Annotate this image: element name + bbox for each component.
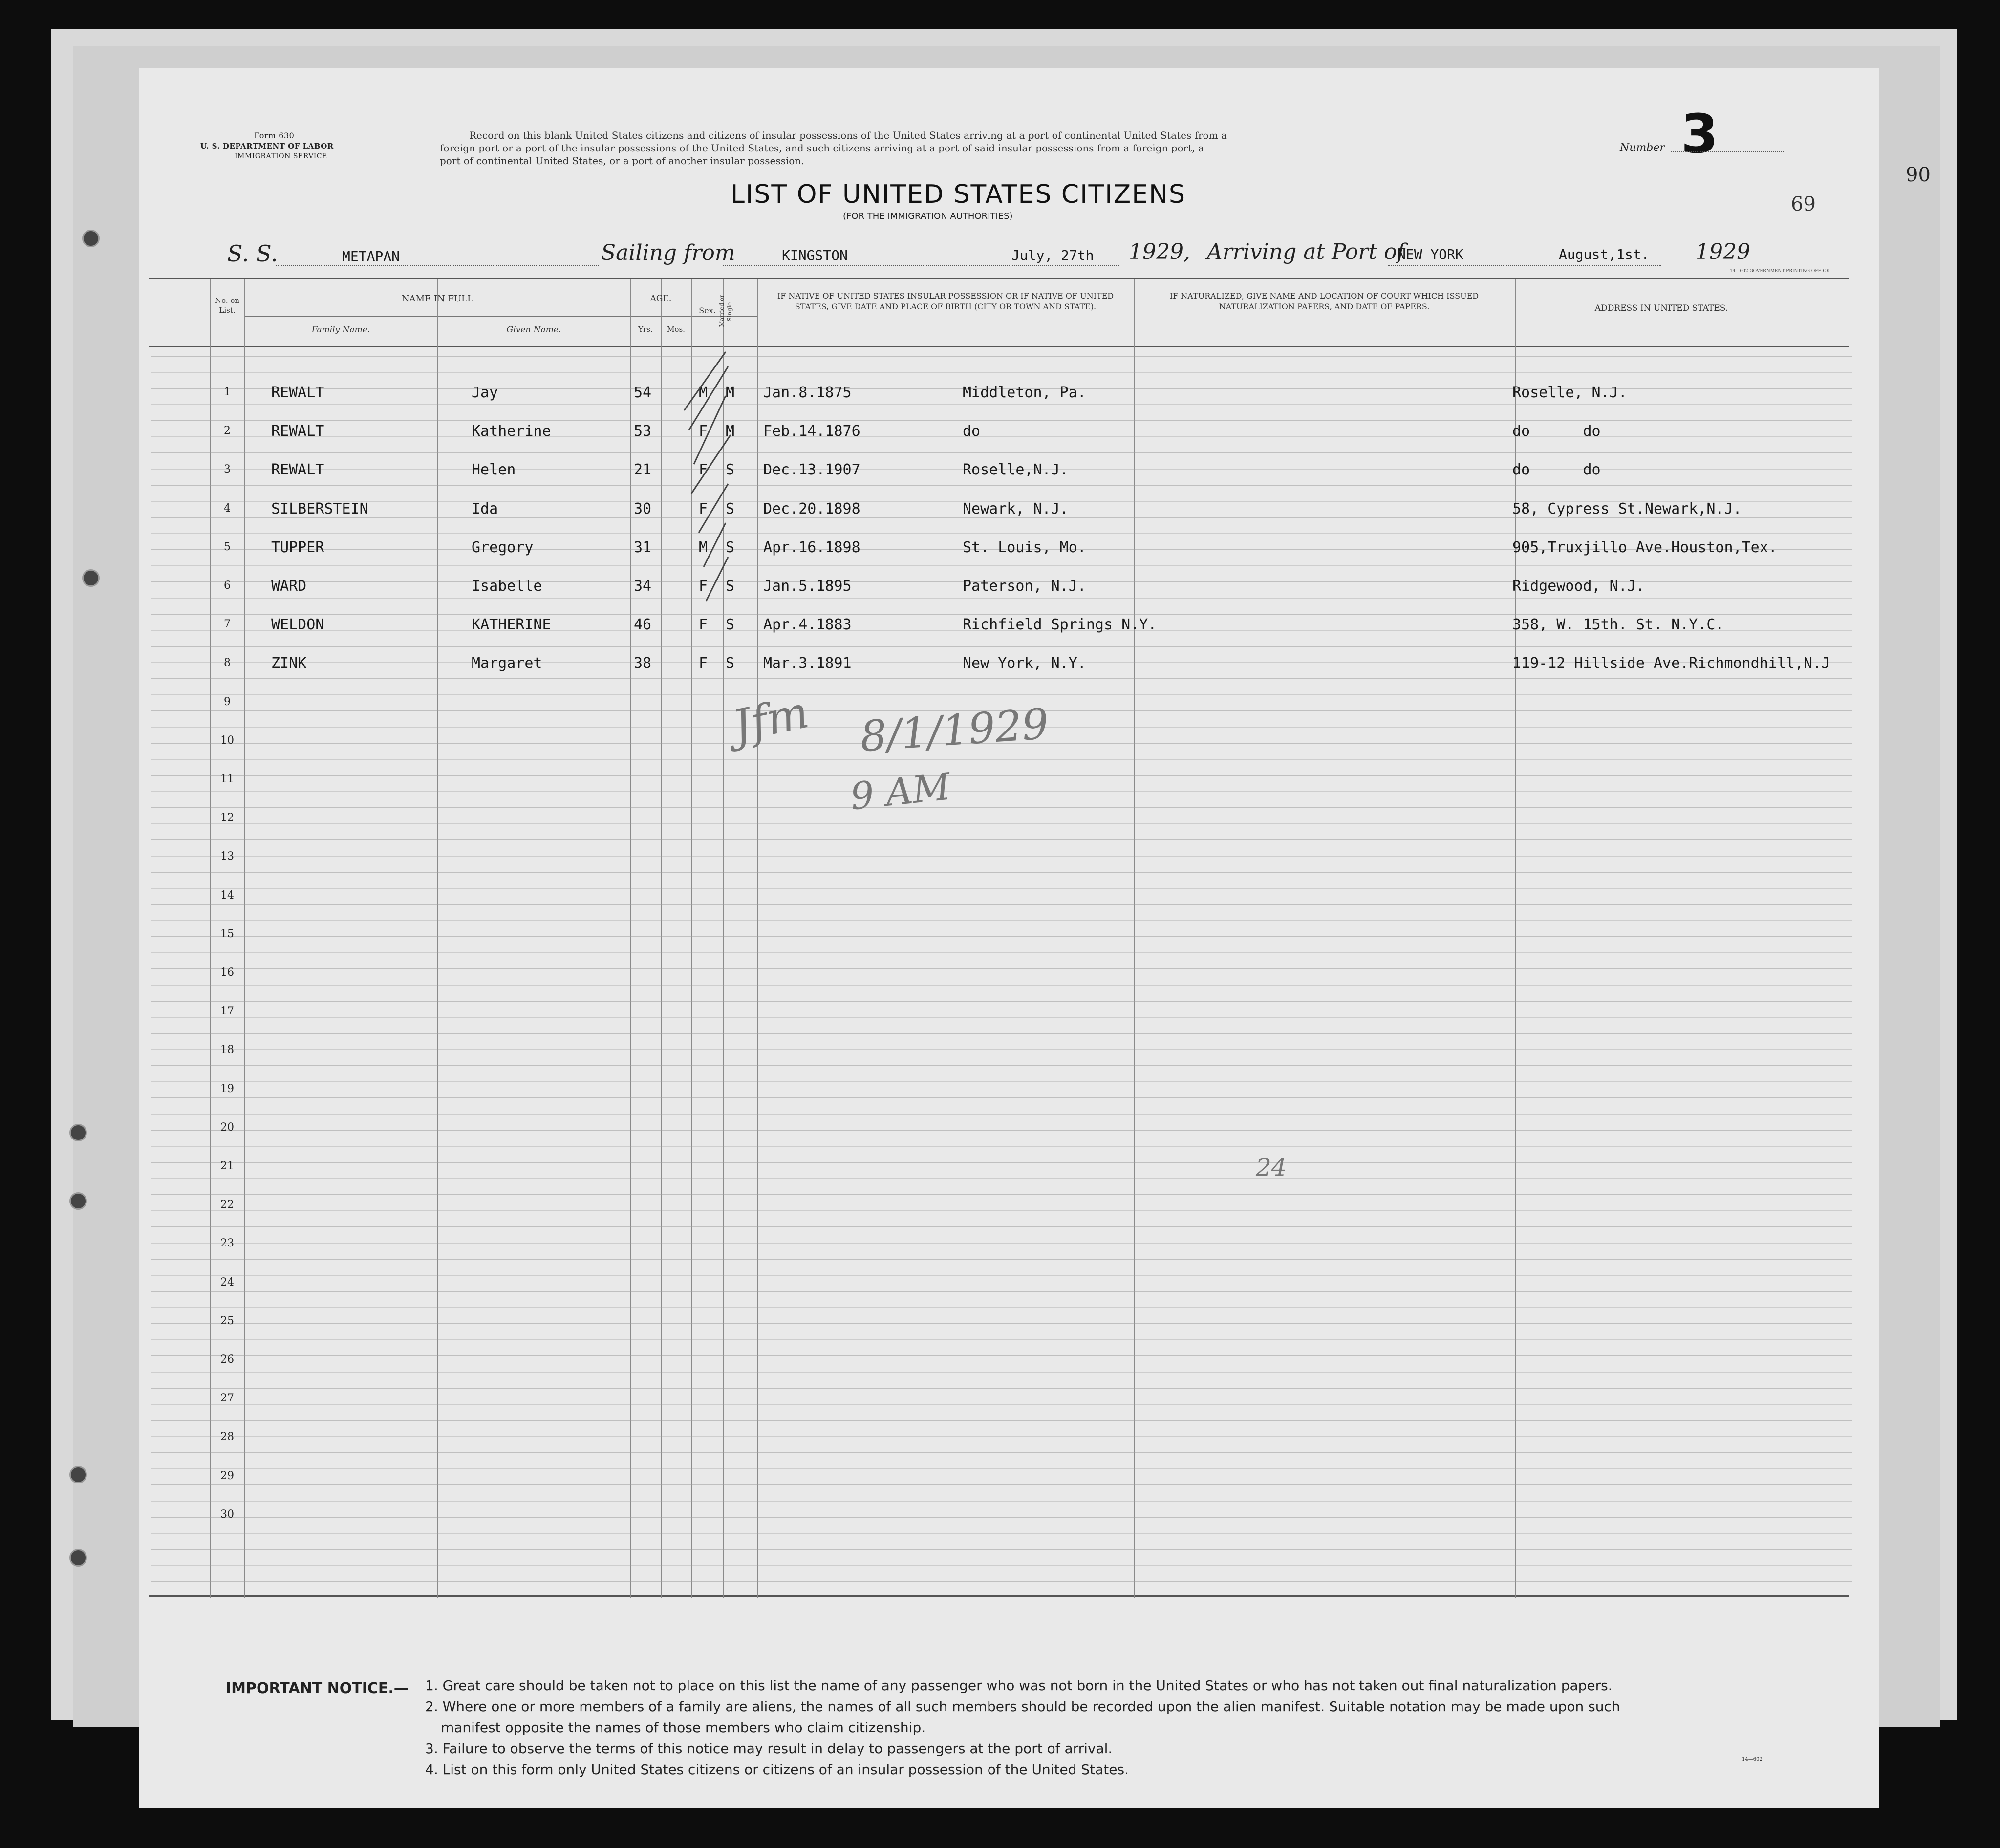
row-number: 2 xyxy=(224,425,231,437)
ruling-line xyxy=(151,920,1852,921)
department: U. S. DEPARTMENT OF LABOR xyxy=(200,142,334,150)
family-name-cell: WARD xyxy=(271,578,307,595)
header-name-in-full: NAME IN FULL xyxy=(401,294,473,304)
row-number: 3 xyxy=(224,463,231,476)
header-age: AGE. xyxy=(650,294,672,303)
ruling-line xyxy=(151,646,1852,647)
arrival-year-digit: 9 xyxy=(1736,239,1750,264)
service: IMMIGRATION SERVICE xyxy=(235,152,327,160)
address-cell: 58, Cypress St.Newark,N.J. xyxy=(1512,500,1742,517)
ruling-line xyxy=(151,1162,1852,1163)
birth-date-cell: Apr.4.1883 xyxy=(763,616,852,634)
birth-place-cell: Richfield Springs N.Y. xyxy=(963,616,1157,634)
birth-date-cell: Dec.13.1907 xyxy=(763,461,860,479)
row-number: 21 xyxy=(220,1160,234,1172)
birth-date-cell: Feb.14.1876 xyxy=(763,423,860,440)
arrival-port: NEW YORK xyxy=(1398,246,1463,262)
ruling-line xyxy=(151,1420,1852,1421)
col-divider xyxy=(661,279,662,1598)
intro-line: port of continental United States, or a port of another insular possession. xyxy=(440,155,804,167)
ruling-line xyxy=(151,985,1852,986)
given-name-cell: Katherine xyxy=(472,423,551,440)
ruling-line xyxy=(151,678,1852,679)
ss-label: S. S. xyxy=(227,240,278,267)
birth-place-cell: St. Louis, Mo. xyxy=(963,538,1086,556)
corner-number: 90 xyxy=(1906,164,1931,186)
sex-cell: F xyxy=(699,578,708,595)
given-name-cell: Jay xyxy=(472,384,498,401)
ruling-line xyxy=(151,1323,1852,1324)
ruling-line xyxy=(151,759,1852,760)
row-number: 15 xyxy=(220,927,234,940)
row-number: 10 xyxy=(220,734,234,747)
header-given-name: Given Name. xyxy=(506,325,561,335)
ruling-line xyxy=(151,1194,1852,1195)
form-number: Form 630 xyxy=(254,131,295,140)
address-cell: do do xyxy=(1512,423,1601,440)
marital-status-cell: S xyxy=(726,538,735,556)
row-number: 17 xyxy=(220,1005,234,1018)
col-divider xyxy=(437,279,438,1598)
address-cell: 358, W. 15th. St. N.Y.C. xyxy=(1512,616,1724,634)
ruling-line xyxy=(151,872,1852,873)
sex-cell: F xyxy=(699,423,708,440)
ruling-line xyxy=(151,1468,1852,1469)
ship-line xyxy=(276,265,599,266)
row-number: 14 xyxy=(220,889,234,902)
address-cell: Roselle, N.J. xyxy=(1512,384,1627,401)
binder-hole xyxy=(69,1549,87,1567)
sail-year-digit: 9 xyxy=(1169,239,1183,264)
row-number: 25 xyxy=(220,1314,234,1327)
notice-item: 4. List on this form only United States citizens or citizens of an insular possession of the United States. xyxy=(425,1762,1129,1778)
arrival-date: August,1st. xyxy=(1559,246,1650,262)
birth-place-cell: New York, N.Y. xyxy=(963,655,1086,672)
marital-status-cell: M xyxy=(726,423,735,440)
ruling-line xyxy=(151,1291,1852,1292)
sail-date: July, 27th xyxy=(1011,247,1094,263)
ruling-line xyxy=(151,1210,1852,1211)
row-number: 22 xyxy=(220,1199,234,1211)
sex-cell: F xyxy=(699,500,708,517)
row-number: 12 xyxy=(220,812,234,824)
row-number: 18 xyxy=(220,1044,234,1056)
ruling-line xyxy=(151,1226,1852,1227)
age-years-cell: 31 xyxy=(634,538,652,556)
family-name-cell: ZINK xyxy=(271,655,307,672)
ruling-line xyxy=(151,1533,1852,1534)
ruling-line xyxy=(151,452,1852,453)
age-years-cell: 54 xyxy=(634,384,652,401)
port-line xyxy=(1388,265,1661,266)
ruling-line xyxy=(151,1565,1852,1566)
age-years-cell: 46 xyxy=(634,616,652,634)
intro-text xyxy=(440,129,1227,167)
row-number: 28 xyxy=(220,1431,234,1443)
birth-date-cell: Jan.5.1895 xyxy=(763,578,852,595)
ruling-line xyxy=(151,1001,1852,1002)
ruling-line xyxy=(151,968,1852,969)
ruling-line xyxy=(151,356,1852,357)
stamp-initials: Jfm xyxy=(728,687,813,752)
ruling-line xyxy=(151,1372,1852,1373)
arrival-year xyxy=(1696,239,1750,264)
sail-year: 1929, xyxy=(1129,239,1190,264)
ruling-line xyxy=(151,888,1852,889)
header-native: IF NATIVE OF UNITED STATES INSULAR POSSESSION OR IF NATIVE OF UNITED STATES, GIVE DATE AND PLACE OF BIRTH (CITY OR TOWN AND STATE). xyxy=(777,291,1114,311)
ruling-line xyxy=(151,1097,1852,1098)
family-name-cell: TUPPER xyxy=(271,538,324,556)
sex-cell: M xyxy=(699,384,708,401)
intro-line: Record on this blank United States citizens and citizens of insular possessions of the United States arriving at a port of continental United States from a xyxy=(469,129,1227,141)
row-number: 4 xyxy=(224,502,231,515)
row-number: 26 xyxy=(220,1354,234,1366)
birth-place-cell: Roselle,N.J. xyxy=(963,461,1069,479)
given-name-cell: Helen xyxy=(472,461,516,479)
ship-name: METAPAN xyxy=(342,248,400,264)
notice-item: manifest opposite the names of those members who claim citizenship. xyxy=(441,1719,926,1736)
ruling-line xyxy=(151,1275,1852,1276)
row-number: 7 xyxy=(224,618,231,631)
page-subtitle: (FOR THE IMMIGRATION AUTHORITIES) xyxy=(843,211,1013,221)
ruling-line xyxy=(151,1130,1852,1131)
sail-year-prefix: 192 xyxy=(1129,239,1170,264)
arrival-year-prefix: 192 xyxy=(1696,239,1737,264)
stamp-time: 9 AM xyxy=(848,764,953,818)
ruling-line xyxy=(151,1452,1852,1453)
col-divider xyxy=(244,279,245,1598)
birth-place-cell: Newark, N.J. xyxy=(963,500,1069,517)
subheader-line xyxy=(244,316,757,317)
notice-label: IMPORTANT NOTICE.— xyxy=(226,1680,409,1697)
family-name-cell: WELDON xyxy=(271,616,324,634)
bottom-code: 14—602 xyxy=(1742,1757,1763,1762)
birth-date-cell: Dec.20.1898 xyxy=(763,500,860,517)
ruling-line xyxy=(151,1484,1852,1485)
row-number: 9 xyxy=(224,695,231,708)
binder-hole xyxy=(69,1466,87,1483)
printing-note: 14—602 GOVERNMENT PRINTING OFFICE xyxy=(1730,269,1829,274)
ruling-line xyxy=(151,856,1852,857)
birth-place-cell: Middleton, Pa. xyxy=(963,384,1086,401)
arriving-label: Arriving at Port of xyxy=(1207,239,1405,264)
row-number: 5 xyxy=(224,540,231,553)
ruling-line xyxy=(151,952,1852,953)
header-no: No. on List. xyxy=(215,296,240,315)
col-divider xyxy=(757,279,758,1598)
address-cell: 905,Truxjillo Ave.Houston,Tex. xyxy=(1512,538,1777,556)
stamp-date: 8/1/1929 xyxy=(858,699,1051,762)
ruling-line xyxy=(151,533,1852,534)
ruling-line xyxy=(151,565,1852,566)
margin-mark: 24 xyxy=(1256,1153,1287,1182)
ruling-line xyxy=(151,1339,1852,1340)
ruling-line xyxy=(151,1114,1852,1115)
row-number: 16 xyxy=(220,967,234,979)
ruling-line xyxy=(151,1404,1852,1405)
ruling-line xyxy=(151,1436,1852,1437)
row-number: 30 xyxy=(220,1508,234,1521)
header-naturalized: IF NATURALIZED, GIVE NAME AND LOCATION OF COURT WHICH ISSUED NATURALIZATION PAPERS, AND DATE OF PAPERS. xyxy=(1169,291,1479,311)
family-name-cell: REWALT xyxy=(271,423,324,440)
marital-status-cell: S xyxy=(726,578,735,595)
ruling-line xyxy=(151,694,1852,695)
header-married: Married or Single. xyxy=(718,295,733,327)
col-divider xyxy=(630,279,631,1598)
list-number: 3 xyxy=(1681,103,1719,165)
col-divider xyxy=(1134,279,1135,1598)
age-years-cell: 53 xyxy=(634,423,652,440)
birth-date-cell: Jan.8.1875 xyxy=(763,384,852,401)
binder-hole xyxy=(82,230,100,247)
given-name-cell: Gregory xyxy=(472,538,534,556)
ruling-line xyxy=(151,1355,1852,1356)
row-number: 19 xyxy=(220,1082,234,1095)
address-cell: Ridgewood, N.J. xyxy=(1512,578,1645,595)
sailing-label: Sailing from xyxy=(601,240,735,265)
birth-place-cell: Paterson, N.J. xyxy=(963,578,1086,595)
sex-cell: M xyxy=(699,538,708,556)
header-sex: Sex. xyxy=(699,306,716,315)
ruling-line xyxy=(151,791,1852,792)
binder-hole xyxy=(82,569,100,587)
page-title: LIST OF UNITED STATES CITIZENS xyxy=(731,180,1186,209)
age-years-cell: 21 xyxy=(634,461,652,479)
ruling-line xyxy=(151,1065,1852,1066)
row-number: 6 xyxy=(224,580,231,592)
ruling-line xyxy=(151,1049,1852,1050)
ruling-line xyxy=(151,1581,1852,1582)
ruling-line xyxy=(151,372,1852,373)
marital-status-cell: S xyxy=(726,655,735,672)
family-name-cell: REWALT xyxy=(271,384,324,401)
ruling-line xyxy=(151,1549,1852,1550)
ruling-line xyxy=(151,1017,1852,1018)
row-number: 27 xyxy=(220,1392,234,1405)
notice-items xyxy=(425,1675,1620,1780)
sex-cell: F xyxy=(699,461,708,479)
row-number: 8 xyxy=(224,657,231,669)
notice-item: 1. Great care should be taken not to place on this list the name of any passenger who was not born in the United States or who has not taken out final naturalization papers. xyxy=(425,1677,1613,1694)
sex-cell: F xyxy=(699,616,708,634)
marital-status-cell: S xyxy=(726,616,735,634)
table-bottom-border xyxy=(149,1595,1849,1597)
age-years-cell: 34 xyxy=(634,578,652,595)
marital-status-cell: S xyxy=(726,461,735,479)
ruling-line xyxy=(151,598,1852,599)
intro-line: foreign port or a port of the insular possessions of the United States, and such citizens arriving at a port of said insular possessions from a foreign port, a xyxy=(440,142,1204,154)
ruling-line xyxy=(151,1081,1852,1082)
row-number: 24 xyxy=(220,1276,234,1289)
notice-item: 2. Where one or more members of a family are aliens, the names of all such members should be recorded upon the alien manifest. Suitable notation may be made upon such xyxy=(425,1698,1620,1715)
ruling-line xyxy=(151,1517,1852,1518)
row-number: 13 xyxy=(220,850,234,863)
given-name-cell: Margaret xyxy=(472,655,542,672)
address-cell: 119-12 Hillside Ave.Richmondhill,N.J xyxy=(1512,655,1830,672)
address-cell: do do xyxy=(1512,461,1601,479)
ruling-line xyxy=(151,404,1852,405)
row-number: 11 xyxy=(220,773,234,785)
table-top-border xyxy=(149,278,1849,279)
ruling-line xyxy=(151,485,1852,486)
header-bottom-border xyxy=(149,346,1849,347)
age-years-cell: 38 xyxy=(634,655,652,672)
row-number: 23 xyxy=(220,1237,234,1250)
sailing-from: KINGSTON xyxy=(782,247,848,263)
ruling-line xyxy=(151,1259,1852,1260)
ruling-line xyxy=(151,1307,1852,1308)
ruling-line xyxy=(151,1033,1852,1034)
ruling-line xyxy=(151,904,1852,905)
given-name-cell: Isabelle xyxy=(472,578,542,595)
tick-marks xyxy=(679,337,738,679)
ruling-line xyxy=(151,420,1852,421)
header-family-name: Family Name. xyxy=(311,325,370,335)
notice-item: 3. Failure to observe the terms of this notice may result in delay to passengers at the port of arrival. xyxy=(425,1741,1113,1757)
sex-cell: F xyxy=(699,655,708,672)
number-label: Number xyxy=(1620,142,1665,154)
given-name-cell: KATHERINE xyxy=(472,616,551,634)
sailing-line xyxy=(723,265,1119,266)
number-line xyxy=(1671,151,1784,152)
birth-place-cell: do xyxy=(963,423,981,440)
marital-status-cell: S xyxy=(726,500,735,517)
ruling-line xyxy=(151,775,1852,776)
row-number: 20 xyxy=(220,1121,234,1134)
header-mos: Mos. xyxy=(667,325,685,334)
binder-hole xyxy=(69,1124,87,1141)
ruling-line xyxy=(151,614,1852,615)
row-number: 29 xyxy=(220,1469,234,1482)
family-name-cell: SILBERSTEIN xyxy=(271,500,368,517)
family-name-cell: REWALT xyxy=(271,461,324,479)
ruling-line xyxy=(151,823,1852,824)
header-address: ADDRESS IN UNITED STATES. xyxy=(1594,303,1728,313)
birth-date-cell: Apr.16.1898 xyxy=(763,538,860,556)
ruling-line xyxy=(151,1388,1852,1389)
birth-date-cell: Mar.3.1891 xyxy=(763,655,852,672)
age-years-cell: 30 xyxy=(634,500,652,517)
page-number: 69 xyxy=(1791,193,1816,215)
ruling-line xyxy=(151,1501,1852,1502)
row-number: 1 xyxy=(224,386,231,398)
ruling-line xyxy=(151,1178,1852,1179)
given-name-cell: Ida xyxy=(472,500,498,517)
ruling-line xyxy=(151,839,1852,840)
header-yrs: Yrs. xyxy=(638,325,653,334)
ruling-line xyxy=(151,807,1852,808)
ruling-line xyxy=(151,936,1852,937)
marital-status-cell: M xyxy=(726,384,735,401)
ruling-line xyxy=(151,1146,1852,1147)
ruling-line xyxy=(151,1243,1852,1244)
binder-hole xyxy=(69,1192,87,1210)
